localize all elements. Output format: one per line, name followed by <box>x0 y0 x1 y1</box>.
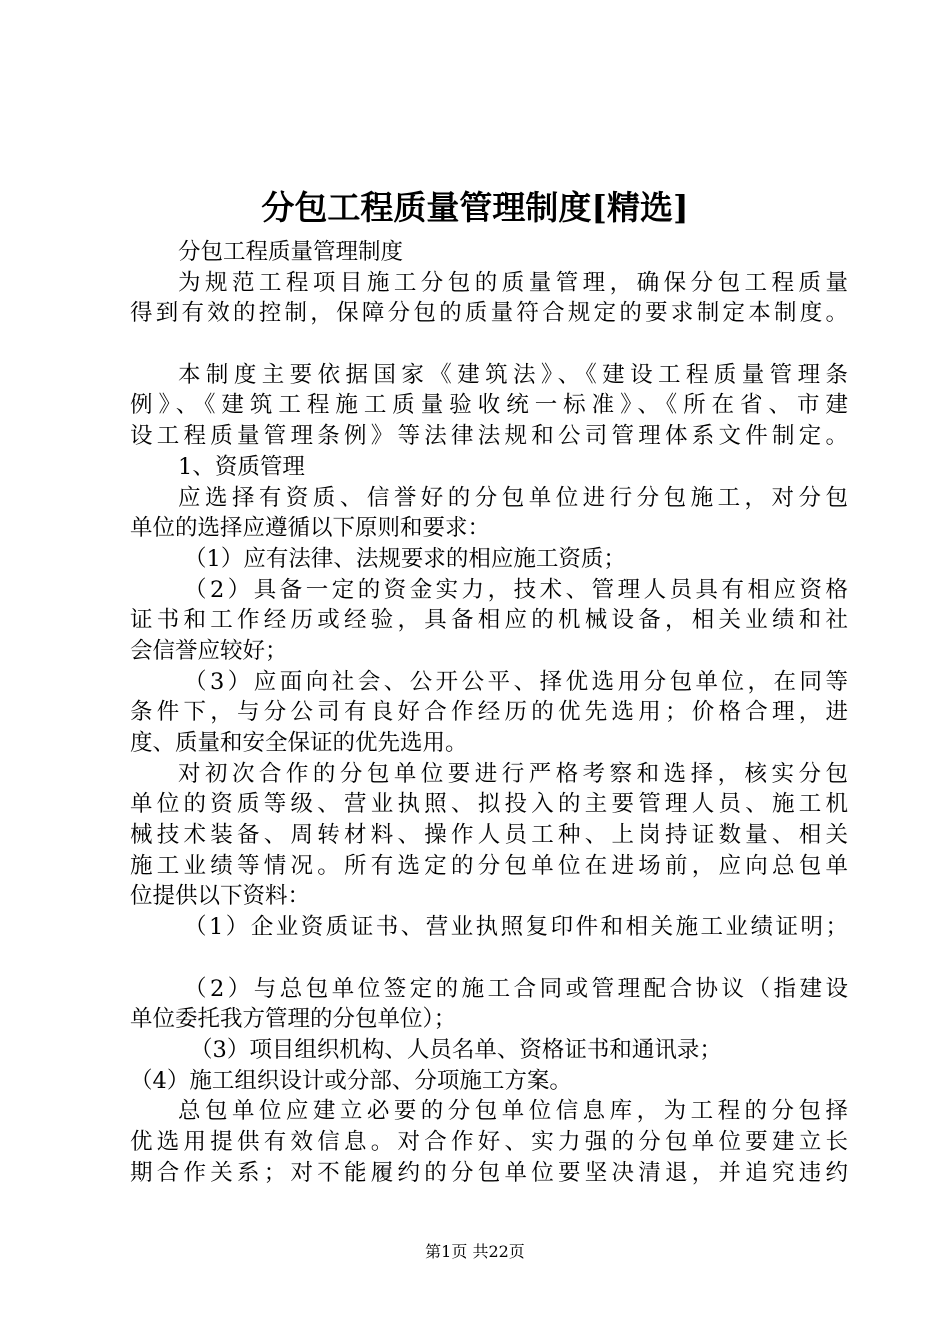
list-item: （1）企业资质证书、营业执照复印件和相关施工业绩证明； <box>184 914 848 941</box>
list-item: （2）与总包单位签定的施工合同或管理配合协议（指建设 <box>184 975 848 1002</box>
paragraph-line: 度、质量和安全保证的优先选用。 <box>130 730 468 756</box>
paragraph-line: 位提供以下资料： <box>130 883 311 910</box>
paragraph-line: 分包工程质量管理制度 <box>178 239 404 265</box>
document-title: 分包工程质量管理制度[精选] <box>261 188 689 227</box>
paragraph-line: 为规范工程项目施工分包的质量管理，确保分包工程质量 <box>178 269 848 296</box>
paragraph-line: 对初次合作的分包单位要进行严格考察和选择，核实分包 <box>178 760 848 787</box>
paragraph-line: 例》、《建筑工程施工质量验收统一标准》、《所在省、市建 <box>130 392 848 419</box>
list-item: （2）具备一定的资金实力，技术、管理人员具有相应资格 <box>184 576 848 603</box>
paragraph-line: 总包单位应建立必要的分包单位信息库，为工程的分包择 <box>178 1098 848 1125</box>
list-item: （1）应有法律、法规要求的相应施工资质； <box>184 545 626 572</box>
page-footer: 第1页 共22页 <box>425 1242 525 1261</box>
paragraph-line: 优选用提供有效信息。对合作好、实力强的分包单位要建立长 <box>130 1128 848 1155</box>
list-item: （3）应面向社会、公开公平、择优选用分包单位，在同等 <box>184 668 848 695</box>
paragraph-line: 会信誉应较好； <box>130 637 288 664</box>
paragraph-line: 证书和工作经历或经验，具备相应的机械设备，相关业绩和社 <box>130 607 848 634</box>
section-heading: 1、资质管理 <box>178 453 305 480</box>
paragraph-line: 施工业绩等情况。所有选定的分包单位在进场前，应向总包单 <box>130 852 848 879</box>
paragraph-line: 条件下，与分公司有良好合作经历的优先选用；价格合理，进 <box>130 699 848 726</box>
paragraph-line: 单位委托我方管理的分包单位）； <box>130 1006 457 1033</box>
paragraph-line: 本制度主要依据国家《建筑法》、《建设工程质量管理条 <box>178 361 848 388</box>
document-body <box>130 237 848 1188</box>
paragraph-line: 设工程质量管理条例》等法律法规和公司管理体系文件制定。 <box>130 423 848 450</box>
list-item: （3）项目组织机构、人员名单、资格证书和通讯录； <box>190 1036 722 1063</box>
paragraph-line: 单位的选择应遵循以下原则和要求： <box>130 515 491 542</box>
paragraph-line: 单位的资质等级、营业执照、拟投入的主要管理人员、施工机 <box>130 791 848 818</box>
list-item: （4）施工组织设计或分部、分项施工方案。 <box>130 1067 572 1094</box>
paragraph-line: 得到有效的控制，保障分包的质量符合规定的要求制定本制度。 <box>130 300 848 327</box>
blank-line <box>130 329 848 360</box>
blank-line <box>130 943 848 974</box>
paragraph-line: 期合作关系；对不能履约的分包单位要坚决清退，并追究违约 <box>130 1159 848 1186</box>
paragraph-line: 械技术装备、周转材料、操作人员工种、上岗持证数量、相关 <box>130 822 848 849</box>
paragraph-line: 应选择有资质、信誉好的分包单位进行分包施工，对分包 <box>178 484 848 511</box>
